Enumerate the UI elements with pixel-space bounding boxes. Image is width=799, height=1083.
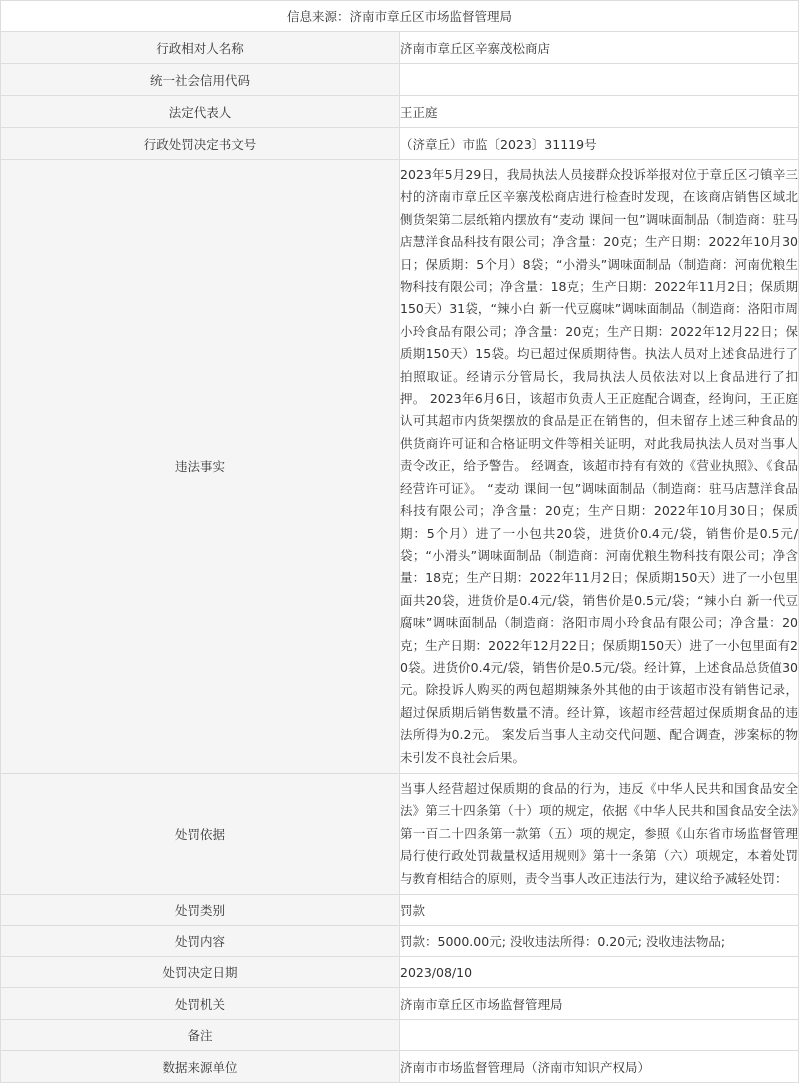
source-header: 信息来源：济南市章丘区市场监督管理局: [1, 1, 799, 32]
basis-value: 当事人经营超过保质期的食品的行为，违反《中华人民共和国食品安全法》第三十四条第（十）项的规定，依据《中华人民共和国食品安全法》第一百二十四条第一款第（五）项的规定，参照《山东省市场监督管理局行使行政处罚裁量权适用规则》第十一条第（六）项规定，本着处罚与教育相结合的原则，责令当事人改正违法行为，建议给予减轻处罚：: [400, 773, 799, 894]
facts-label: 违法事实: [1, 160, 400, 774]
credit-code-label: 统一社会信用代码: [1, 64, 400, 96]
doc-no-value: （济章丘）市监〔2023〕31119号: [400, 128, 799, 160]
authority-value: 济南市章丘区市场监督管理局: [400, 988, 799, 1020]
credit-code-value: [400, 64, 799, 96]
table-row: [1, 957, 799, 988]
category-label: 处罚类别: [1, 895, 400, 926]
date-label: 处罚决定日期: [1, 957, 400, 988]
legal-rep-label: 法定代表人: [1, 96, 400, 128]
source-unit-value: 济南市市场监督管理局（济南市知识产权局）: [400, 1051, 799, 1083]
name-label: 行政相对人名称: [1, 32, 400, 64]
content-label: 处罚内容: [1, 926, 400, 957]
table-row: [1, 1020, 799, 1051]
table-row: [1, 773, 799, 894]
source-unit-label: 数据来源单位: [1, 1051, 400, 1083]
source-header-row: [1, 1, 799, 32]
table-row: [1, 128, 799, 160]
table-row: [1, 64, 799, 96]
basis-label: 处罚依据: [1, 773, 400, 894]
doc-no-label: 行政处罚决定书文号: [1, 128, 400, 160]
table-row: [1, 988, 799, 1020]
content-value: 罚款：5000.00元; 没收违法所得：0.20元; 没收违法物品;: [400, 926, 799, 957]
name-value: 济南市章丘区辛寨茂松商店: [400, 32, 799, 64]
remark-value: [400, 1020, 799, 1051]
legal-rep-value: 王正庭: [400, 96, 799, 128]
authority-label: 处罚机关: [1, 988, 400, 1020]
table-row: [1, 160, 799, 774]
table-row: [1, 1051, 799, 1083]
table-row: [1, 32, 799, 64]
facts-value: 2023年5月29日，我局执法人员接群众投诉举报对位于章丘区刁镇辛三村的济南市章丘区辛寨茂松商店进行检查时发现，在该商店销售区域北侧货架第二层纸箱内摆放有“麦动 课间一包”调味面制品（制造商：驻马店慧洋食品科技有限公司；净含量：20克；生产日期：2022年10月30日；保质期：5个月）8袋；“小滑头”调味面制品（制造商：河南优粮生物科技有限公司；净含量：18克；生产日期：2022年11月2日；保质期150天）31袋，“辣小白 新一代豆腐味”调味面制品（制造商：洛阳市周小玲食品有限公司；净含量：20克；生产日期：2022年12月22日；保质期150天）15袋。均已超过保质期待售。执法人员对上述食品进行了拍照取证。经请示分管局长，我局执法人员依法对以上食品进行了扣押。 2023年6月6日，该超市负责人王正庭配合调查，经询问，王正庭认可其超市内货架摆放的食品是正在销售的，但未留存上述三种食品的供货商许可证和合格证明文件等相关证明，对此我局执法人员对当事人责令改正，给予警告。 经调查，该超市持有有效的《营业执照》、《食品经营许可证》。 “麦动 课间一包”调味面制品（制造商：驻马店慧洋食品科技有限公司；净含量：20克；生产日期：2022年10月30日；保质期：5个月）进了一小包共20袋，进货价0.4元/袋，销售价是0.5元/袋；“小滑头”调味面制品（制造商：河南优粮生物科技有限公司；净含量：18克；生产日期：2022年11月2日；保质期150天）进了一小包里面共20袋，进货价是0.4元/袋，销售价是0.5元/袋；“辣小白 新一代豆腐味”调味面制品（制造商：洛阳市周小玲食品有限公司；净含量：20克；生产日期：2022年12月22日；保质期150天）进了一小包里面有20袋。进货价0.4元/袋，销售价是0.5元/袋。经计算，上述食品总货值30元。除投诉人购买的两包超期辣条外其他的由于该超市没有销售记录，超过保质期后销售数量不清。经计算，该超市经营超过保质期食品的违法所得为0.2元。 案发后当事人主动交代问题、配合调查，涉案标的物未引发不良社会后果。: [400, 160, 799, 774]
date-value: 2023/08/10: [400, 957, 799, 988]
table-row: [1, 926, 799, 957]
category-value: 罚款: [400, 895, 799, 926]
remark-label: 备注: [1, 1020, 400, 1051]
table-row: [1, 96, 799, 128]
